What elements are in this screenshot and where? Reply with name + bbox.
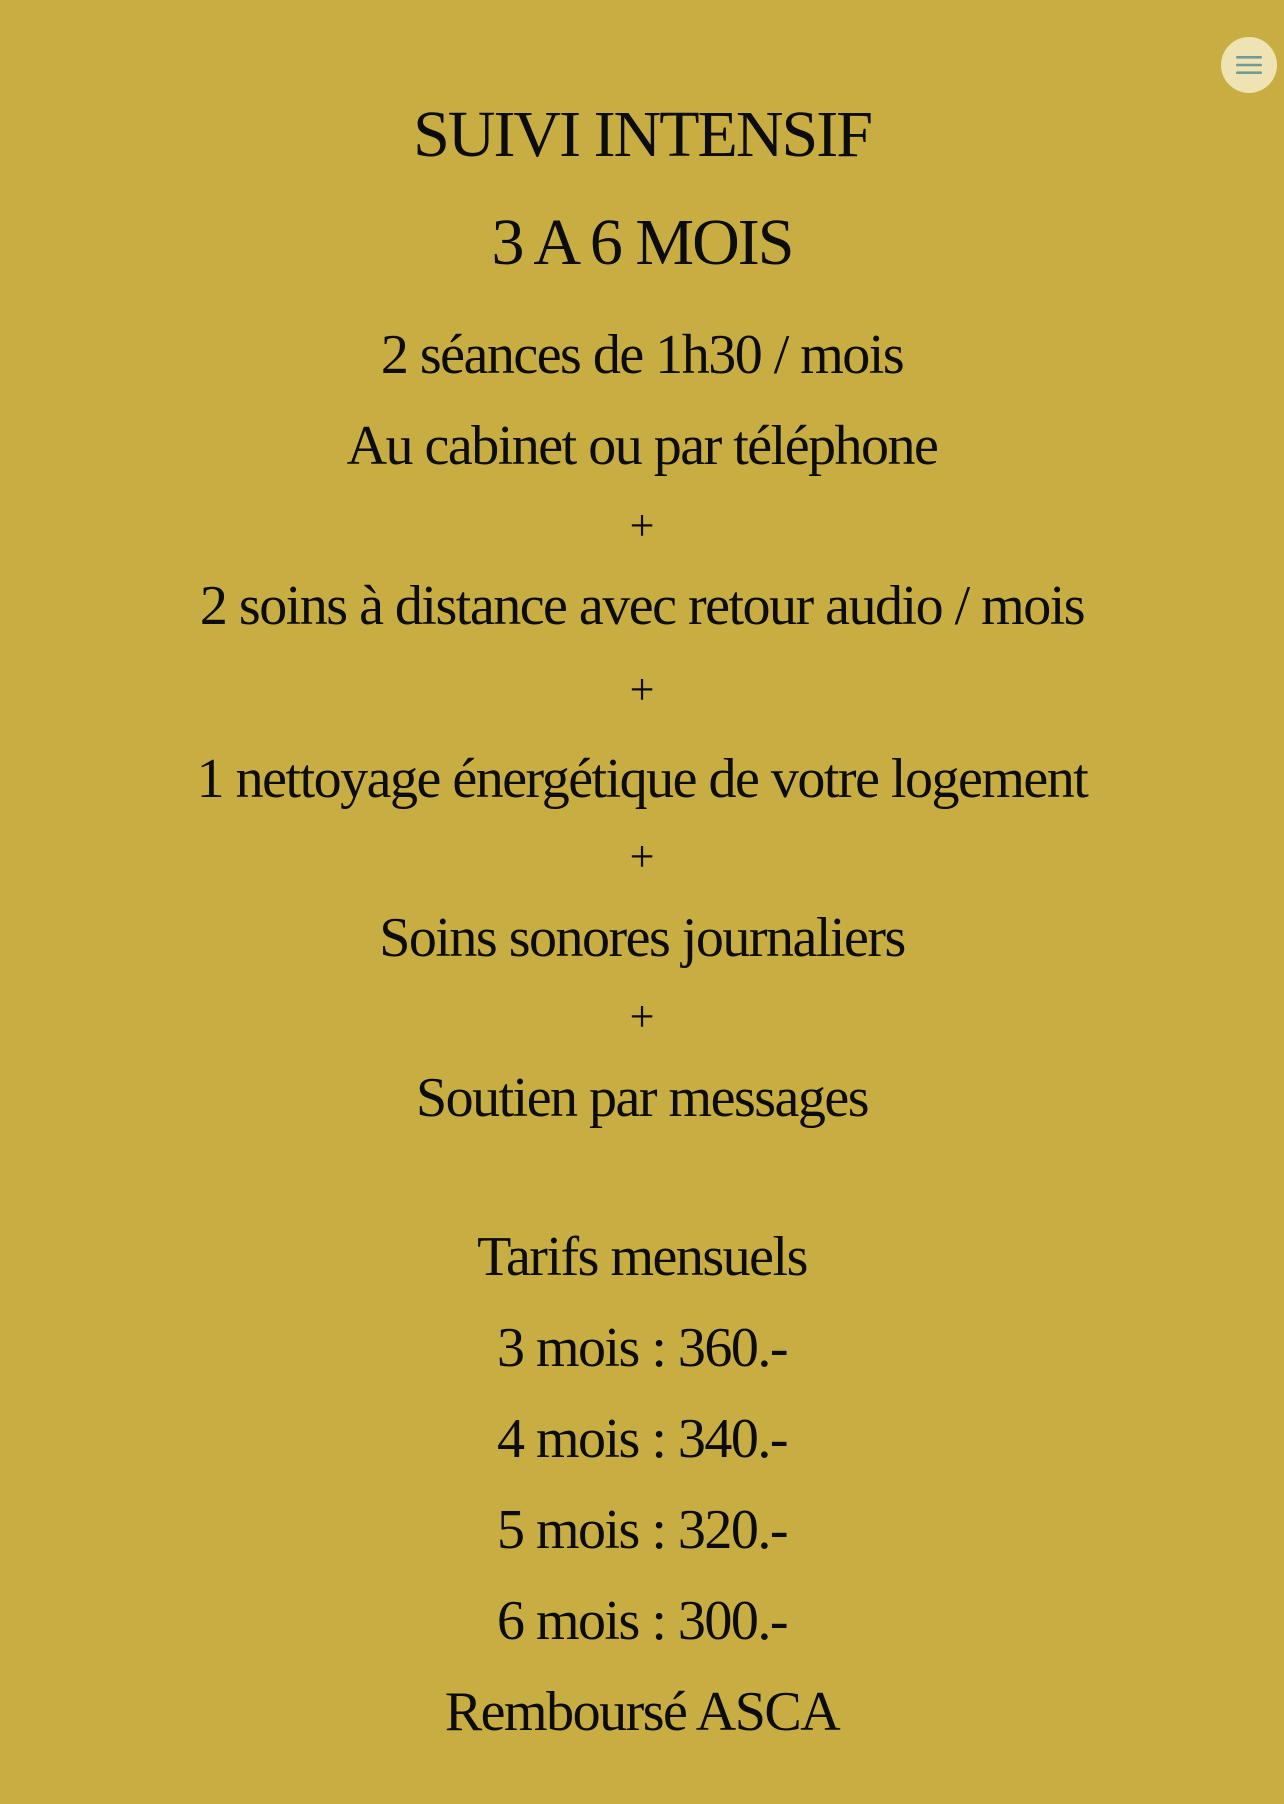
menu-button[interactable]	[1221, 37, 1277, 93]
hamburger-menu-icon	[1234, 54, 1264, 76]
plus-separator: +	[629, 992, 655, 1041]
support-text: Soutien par messages	[415, 1067, 869, 1129]
sound-care-text: Soins sonores journaliers	[379, 907, 905, 969]
sessions-text: 2 séances de 1h30 / mois	[380, 324, 904, 386]
reimbursement-text: Remboursé ASCA	[444, 1681, 840, 1743]
price-row: 4 mois : 340.-	[496, 1408, 788, 1470]
price-row: 3 mois : 360.-	[496, 1317, 788, 1379]
price-row: 5 mois : 320.-	[496, 1499, 788, 1561]
plus-separator: +	[629, 832, 655, 881]
plus-separator: +	[629, 665, 655, 714]
offer-duration: 3 A 6 MOIS	[491, 206, 793, 279]
plus-separator: +	[629, 501, 655, 550]
offer-title: SUIVI INTENSIF	[413, 98, 871, 171]
price-row: 6 mois : 300.-	[496, 1590, 788, 1652]
cleaning-text: 1 nettoyage énergétique de votre logement	[196, 748, 1088, 810]
remote-care-text: 2 soins à distance avec retour audio / mois	[199, 575, 1085, 637]
location-text: Au cabinet ou par téléphone	[346, 415, 938, 477]
pricing-heading: Tarifs mensuels	[477, 1226, 807, 1288]
